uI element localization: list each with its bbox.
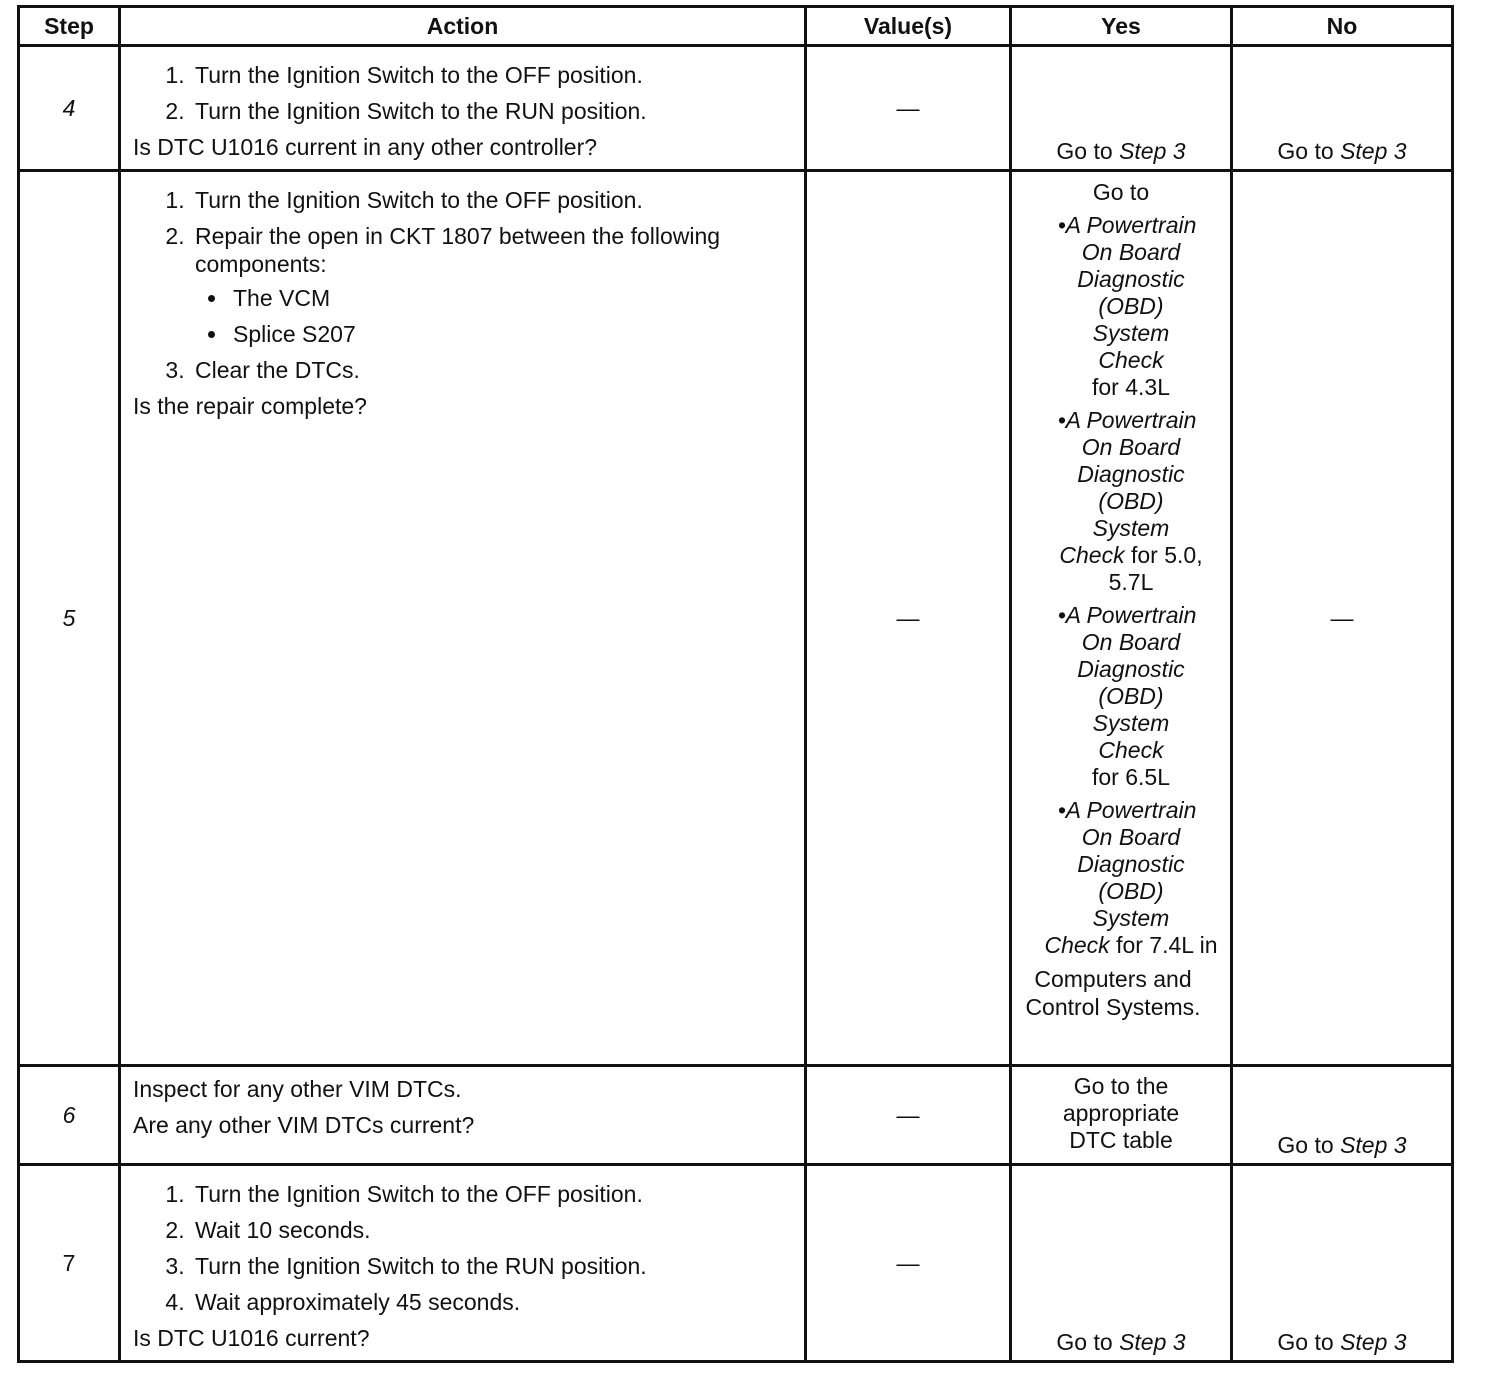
action-item: 1. Turn the Ignition Switch to the OFF position. (191, 186, 792, 214)
step-number: 7 (19, 1165, 120, 1362)
header-no: No (1232, 7, 1453, 46)
engine-label-wrap (1036, 932, 1226, 959)
yes-cell (1011, 46, 1232, 171)
step-number: 5 (19, 171, 120, 1066)
no-step-link[interactable]: Step 3 (1340, 138, 1407, 164)
table-row-step-4 (19, 46, 1453, 171)
check-line: (OBD) (1098, 293, 1164, 319)
check-line: Diagnostic (1077, 851, 1185, 877)
yes-line[interactable]: DTC table (1069, 1127, 1173, 1153)
no-step-link[interactable]: Step 3 (1340, 1132, 1407, 1158)
yes-line: Go to the (1073, 1073, 1169, 1099)
table-row-step-6 (19, 1066, 1453, 1165)
action-text: Inspect for any other VIM DTCs. (133, 1076, 462, 1102)
check-line: Check (1098, 347, 1164, 373)
bullet-icon: • (1058, 797, 1067, 823)
check-line: A Powertrain (1065, 602, 1197, 628)
action-item: 1. Turn the Ignition Switch to the OFF position. (191, 61, 792, 89)
action-cell (120, 1165, 806, 1362)
check-line: Check (1098, 737, 1164, 763)
yes-prefix: Go to (1056, 138, 1120, 164)
action-question: Is DTC U1016 current? (133, 1325, 370, 1351)
no-cell (1232, 1165, 1453, 1362)
header-yes: Yes (1011, 7, 1232, 46)
component-item: • The VCM (229, 284, 792, 312)
action-list (133, 1180, 792, 1316)
component-list (195, 284, 792, 348)
no-cell (1232, 1066, 1453, 1165)
action-list (133, 186, 792, 384)
obd-check-list (1016, 212, 1226, 959)
engine-label: for 7.4L in (1116, 932, 1218, 958)
yes-cell (1011, 1066, 1232, 1165)
check-line: System (1092, 905, 1170, 931)
check-line: System (1092, 515, 1170, 541)
yes-step-link[interactable]: Step 3 (1119, 1329, 1186, 1355)
check-line: System (1092, 710, 1170, 736)
obd-check-item[interactable] (1036, 407, 1226, 596)
check-line: (OBD) (1098, 683, 1164, 709)
engine-label: for 5.0, 5.7L (1108, 542, 1203, 595)
bullet-icon: • (1058, 212, 1067, 238)
component-item: • Splice S207 (229, 320, 792, 348)
action-item (191, 222, 792, 348)
obd-check-item[interactable] (1036, 602, 1226, 791)
obd-check-item[interactable] (1036, 797, 1226, 959)
bullet-icon: • (1058, 407, 1067, 433)
action-cell (120, 46, 806, 171)
yes-outro: Control Systems. (1025, 994, 1201, 1020)
engine-label-wrap (1036, 542, 1226, 596)
action-item: 4. Wait approximately 45 seconds. (191, 1288, 792, 1316)
value-cell: — (806, 1066, 1011, 1165)
action-item: 3. Clear the DTCs. (191, 356, 792, 384)
check-line: (OBD) (1098, 878, 1164, 904)
no-prefix: Go to (1277, 1329, 1341, 1355)
table-row-step-7 (19, 1165, 1453, 1362)
no-prefix: Go to (1277, 1132, 1341, 1158)
no-prefix: Go to (1277, 138, 1341, 164)
action-item-text: Repair the open in CKT 1807 between the following components: (195, 223, 721, 277)
no-step-link[interactable]: Step 3 (1340, 1329, 1407, 1355)
engine-label: for 4.3L (1092, 374, 1170, 400)
yes-line: appropriate (1062, 1100, 1180, 1126)
check-line: (OBD) (1098, 488, 1164, 514)
engine-label: for 6.5L (1092, 764, 1170, 790)
obd-check-item[interactable] (1036, 212, 1226, 401)
check-line: A Powertrain (1065, 797, 1197, 823)
value-cell: — (806, 1165, 1011, 1362)
check-line: Diagnostic (1077, 656, 1185, 682)
header-action: Action (120, 7, 806, 46)
action-list (133, 61, 792, 125)
header-step: Step (19, 7, 120, 46)
action-cell (120, 171, 806, 1066)
yes-prefix: Go to (1056, 1329, 1120, 1355)
yes-cell (1011, 171, 1232, 1066)
check-word: Check (1044, 932, 1110, 958)
diagnostic-table (17, 5, 1454, 1363)
action-item: 2. Turn the Ignition Switch to the RUN position. (191, 97, 792, 125)
yes-outro: Computers and (1034, 966, 1192, 992)
yes-step-link[interactable]: Step 3 (1119, 138, 1186, 164)
yes-intro: Go to (1092, 179, 1150, 205)
value-cell: — (806, 46, 1011, 171)
action-cell (120, 1066, 806, 1165)
action-item: 1. Turn the Ignition Switch to the OFF position. (191, 1180, 792, 1208)
check-line: A Powertrain (1065, 212, 1197, 238)
check-line: System (1092, 320, 1170, 346)
action-item: 3. Turn the Ignition Switch to the RUN position. (191, 1252, 792, 1280)
check-line: Diagnostic (1077, 266, 1185, 292)
value-cell: — (806, 171, 1011, 1066)
no-cell (1232, 46, 1453, 171)
check-line: On Board (1081, 824, 1181, 850)
step-number: 6 (19, 1066, 120, 1165)
table-row-step-5 (19, 171, 1453, 1066)
bullet-icon: • (1058, 602, 1067, 628)
check-line: On Board (1081, 434, 1181, 460)
check-line: On Board (1081, 239, 1181, 265)
action-item: 2. Wait 10 seconds. (191, 1216, 792, 1244)
check-line: A Powertrain (1065, 407, 1197, 433)
action-question: Is the repair complete? (133, 393, 367, 419)
action-question: Are any other VIM DTCs current? (133, 1112, 475, 1138)
check-line: On Board (1081, 629, 1181, 655)
no-cell: — (1232, 171, 1453, 1066)
check-word: Check (1059, 542, 1125, 568)
header-values: Value(s) (806, 7, 1011, 46)
yes-cell (1011, 1165, 1232, 1362)
table-header-row (19, 7, 1453, 46)
step-number: 4 (19, 46, 120, 171)
action-question: Is DTC U1016 current in any other controller? (133, 134, 598, 160)
check-line: Diagnostic (1077, 461, 1185, 487)
